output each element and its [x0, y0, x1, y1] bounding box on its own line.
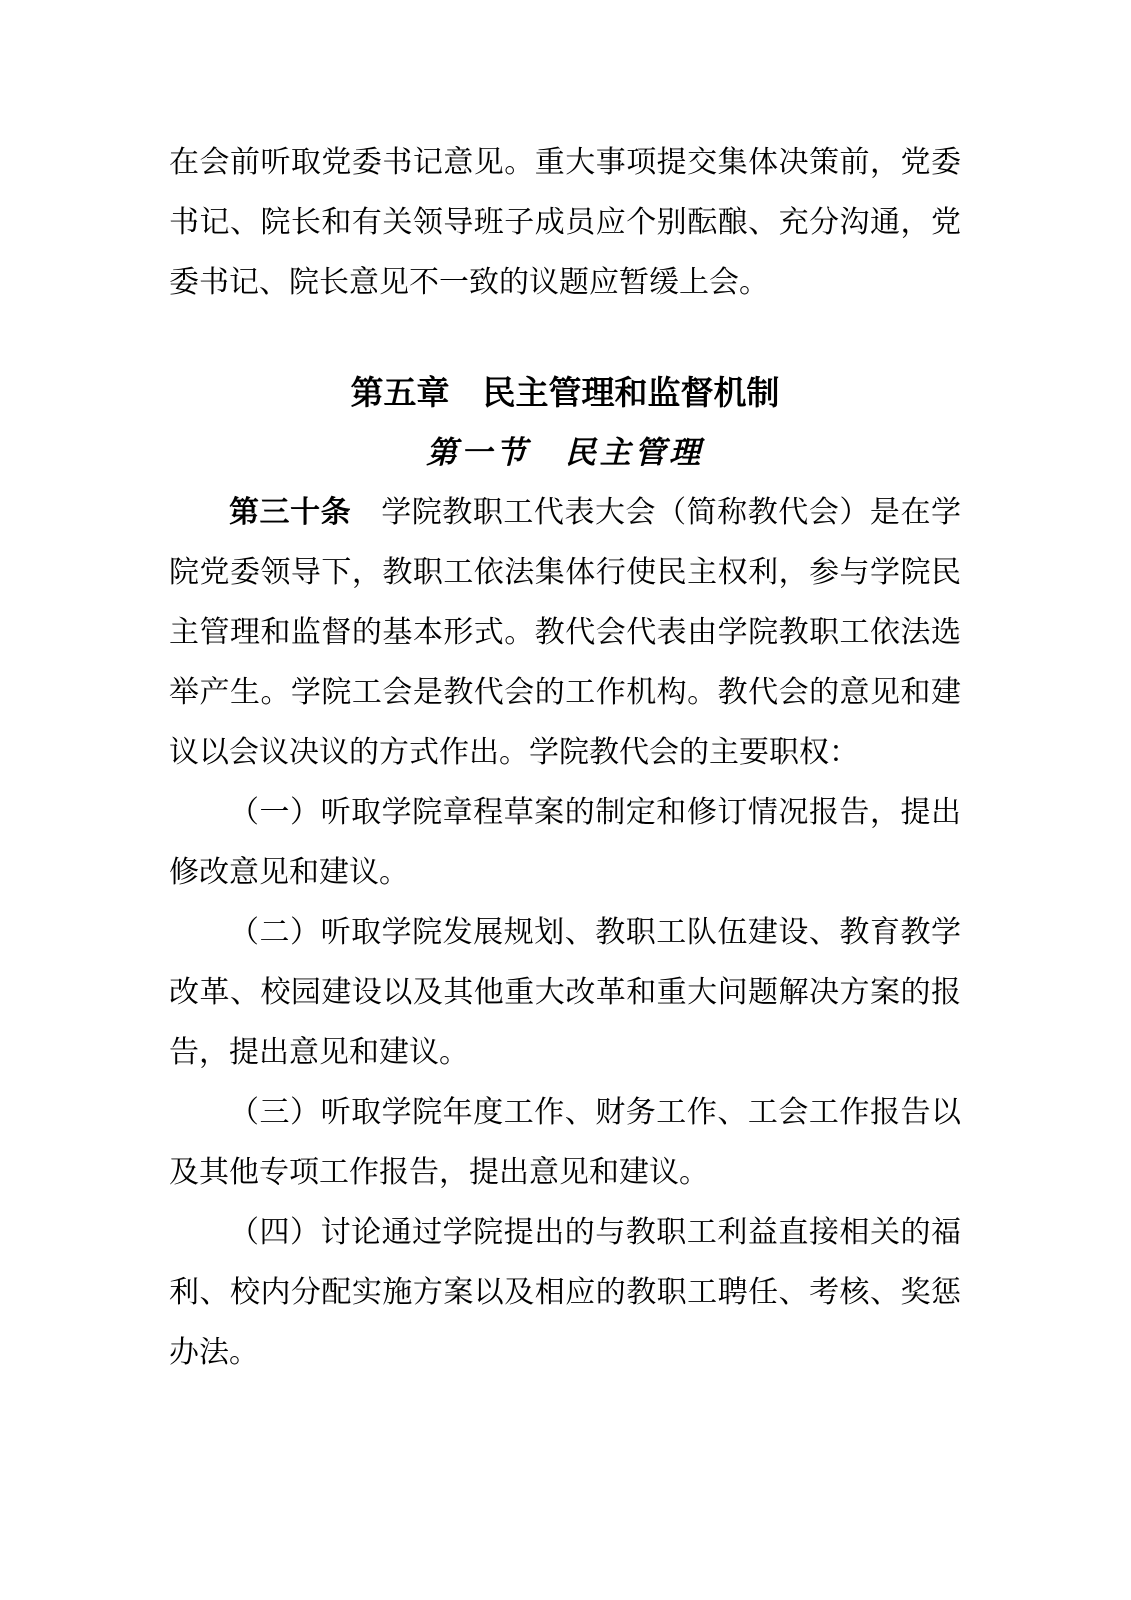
- article-body: 学院教职工代表大会（简称教代会）是在学院党委领导下，教职工依法集体行使民主权利，参与学院民主管理和监督的基本形式。教代会代表由学院教职工依法选举产生。学院工会是教代会的工作机构。教代会的意见和建议以会议决议的方式作出。学院教代会的主要职权：: [169, 496, 962, 769]
- intro-paragraph: 在会前听取党委书记意见。重大事项提交集体决策前，党委书记、院长和有关领导班子成员应个别酝酿、充分沟通，党委书记、院长意见不一致的议题应暂缓上会。: [169, 146, 961, 299]
- section-heading: 第一节 民主管理: [426, 435, 704, 470]
- chapter-heading: 第五章 民主管理和监督机制: [350, 374, 780, 411]
- article-30-item-4: （四）讨论通过学院提出的与教职工利益直接相关的福利、校内分配实施方案以及相应的教职工聘任、考核、奖惩办法。: [169, 1216, 961, 1369]
- article-number: 第三十条: [229, 496, 352, 529]
- article-30-paragraph: [169, 483, 961, 783]
- article-30-item-1: （一）听取学院章程草案的制定和修订情况报告，提出修改意见和建议。: [169, 796, 961, 889]
- article-30-item-2: （二）听取学院发展规划、教职工队伍建设、教育教学改革、校园建设以及其他重大改革和重大问题解决方案的报告，提出意见和建议。: [169, 916, 961, 1069]
- document-content: [169, 133, 961, 1383]
- article-30-item-3: （三）听取学院年度工作、财务工作、工会工作报告以及其他专项工作报告，提出意见和建议。: [169, 1096, 961, 1189]
